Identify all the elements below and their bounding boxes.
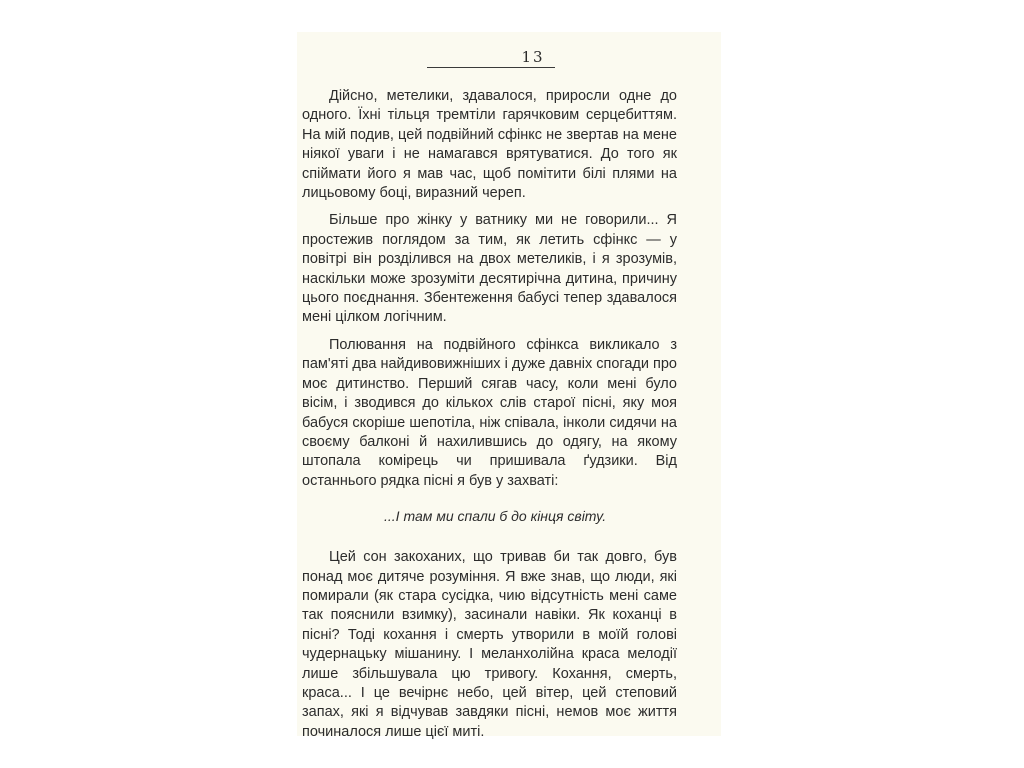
verse-quote: ...І там ми спали б до кінця світу.	[384, 508, 607, 525]
paragraph: Полювання на подвійного сфінкса викликало з пам'яті два найдивовижніших і дуже давніх спогади про моє дитинство. Перший сягав часу, коли мені було вісім, і зводився до кількох слів старої пісні, яку моя бабуся скоріше шепотіла, ніж співала, інколи сидячи на своєму балконі й нахилившись до одягу, на якому штопала комірець чи пришивала ґудзики. Від останнього рядка пісні я був у захваті:	[302, 336, 677, 489]
header-rule	[427, 67, 555, 68]
paragraph: Цей сон закоханих, що тривав би так довго, був понад моє дитяче розуміння. Я вже знав, що люди, які помирали (як стара сусідка, чию відсутність мені саме так пояснили взимку), засинали навіки. Як коханці в пісні? Тоді кохання і смерть утворили в моїй голові чудернацьку мішанину. І меланхолійна краса мелодії лише збільшувала цю тривогу. Кохання, смерть, краса... І це вечірнє небо, цей вітер, цей степовий запах, які я відчував завдяки пісні, немов моє життя починалося лише цієї миті.	[302, 549, 677, 740]
page-number: 13	[521, 48, 545, 66]
paragraph: Більше про жінку у ватнику ми не говорили... Я простежив поглядом за тим, як летить сфінкс — у повітрі він розділився на двох метеликів, і я зрозумів, наскільки може зрозуміти десятирічна дитина, причину цього поєднання. Збентеження бабусі тепер здавалося мені цілком логічним.	[302, 212, 677, 326]
book-page	[297, 32, 721, 740]
page-body	[302, 87, 677, 750]
paragraph: Дійсно, метелики, здавалося, приросли одне до одного. Їхні тільця тремтіли гарячковим серцебиттям. На мій подив, цей подвійний сфінкс не звертав на мене ніякої уваги і не намагався врятуватися. До того як спіймати його я мав час, щоб помітити білі плями на лицьовому боці, виразний череп.	[302, 88, 677, 202]
